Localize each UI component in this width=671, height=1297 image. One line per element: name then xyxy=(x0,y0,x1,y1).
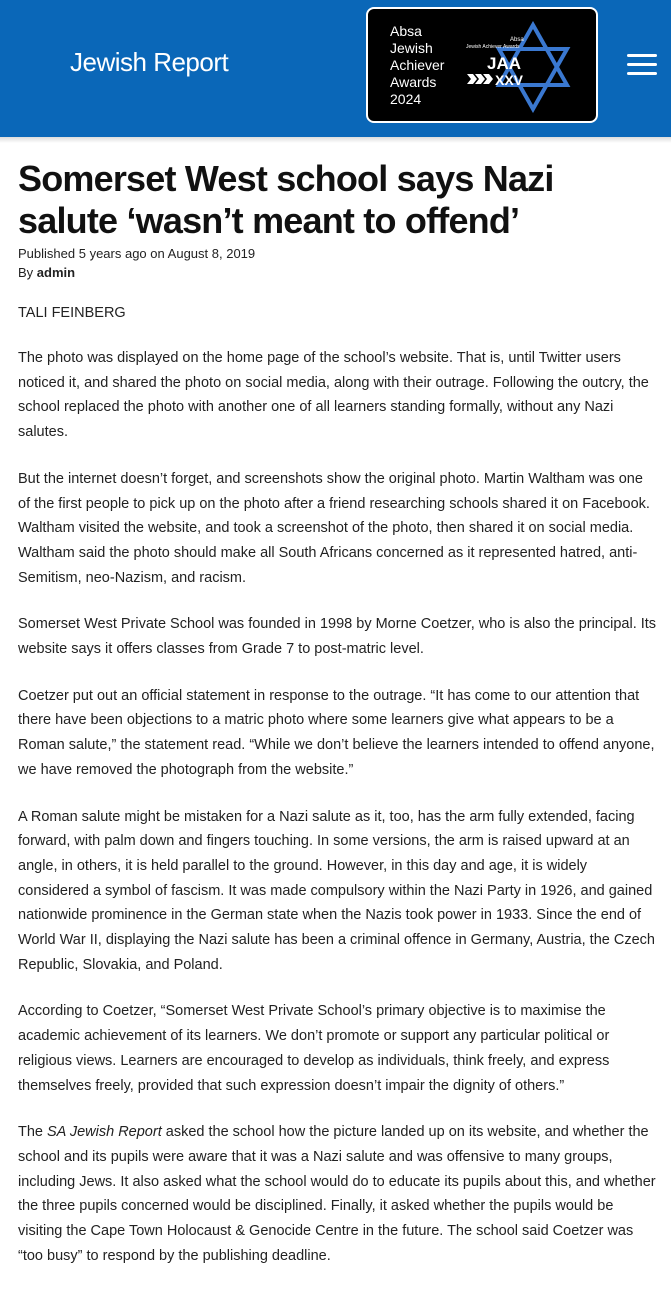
header-shadow xyxy=(0,137,671,143)
author-link[interactable]: admin xyxy=(36,265,76,280)
award-small-top: Absa xyxy=(510,37,524,43)
hamburger-menu-icon[interactable] xyxy=(627,54,657,76)
site-logo[interactable]: Jewish Report xyxy=(70,47,229,77)
published-on: on xyxy=(150,246,165,261)
article-paragraph: Coetzer put out an official statement in response to the outrage. “It has come to our attention that there have been objections to a matric photo where some learners give what appears to be a Roman salute,” the statement read. “While we don’t believe the learners intended to offend anyone, we have removed the photograph from the website.” xyxy=(18,687,655,778)
published-line xyxy=(18,244,658,263)
award-xxv: XXV xyxy=(495,72,524,88)
award-line: 2024 xyxy=(390,91,422,107)
paragraph-text: The xyxy=(18,1124,48,1141)
published-prefix: Published xyxy=(18,246,76,261)
article-paragraph: A Roman salute might be mistaken for a Nazi salute as it, too, has the arm fully extended, facing forward, with palm down and fingers touching. In some versions, the arm is raised upward at an angle, in others, it is held parallel to the ground. However, in this day and age, it is widely considered a symbol of fascism. It was made compulsory within the Nazi Party in 1926, and gained nationwide prominence in the German state when the Nazis took power in 1933. Since the end of World War II, displaying the Nazi salute has been a criminal offence in Germany, Austria, the Czech Republic, Slovakia, and Poland. xyxy=(18,808,655,973)
article xyxy=(18,158,658,1269)
award-banner[interactable] xyxy=(366,7,598,123)
article-paragraph: The photo was displayed on the home page of the school’s website. That is, until Twitter users noticed it, and shared the photo on social media, along with their outrage. Following the outcry, the school replaced the photo with another one of all learners standing formally, without any Nazi salutes. xyxy=(18,350,649,441)
article-meta xyxy=(18,244,658,282)
award-line: Awards xyxy=(390,74,437,90)
award-small-sub: Jewish Achiever Awards xyxy=(466,44,520,50)
author-line xyxy=(18,263,658,282)
article-paragraph: But the internet doesn’t forget, and screenshots show the original photo. Martin Waltham was one of the first people to pick up on the photo after a friend researching schools shared it on Facebook. Waltham visited the website, and took a screenshot of the photo, then shared it on social media. Waltham said the photo should make all South Africans concerned as it represented hatred, anti-Semitism, neo-Nazism, and racism. xyxy=(18,470,650,586)
article-byline: TALI FEINBERG xyxy=(18,305,126,321)
star-of-david-icon xyxy=(463,21,575,113)
publication-name: SA Jewish Report xyxy=(47,1124,162,1141)
award-title xyxy=(390,23,444,108)
award-line: Absa xyxy=(390,23,422,39)
published-date: August 8, 2019 xyxy=(167,246,256,261)
site-header xyxy=(0,0,671,137)
award-jaa: JAA xyxy=(487,54,522,73)
by-label: By xyxy=(18,265,34,280)
award-line: Jewish xyxy=(390,40,433,56)
published-relative: 5 years ago xyxy=(78,246,147,261)
article-paragraph: Somerset West Private School was founded in 1998 by Morne Coetzer, who is also the principal. Its website says it offers classes from Grade 7 to post-matric level. xyxy=(18,616,657,658)
award-line: Achiever xyxy=(390,57,445,73)
article-paragraph: According to Coetzer, “Somerset West Private School’s primary objective is to maximise the academic achievement of its learners. We don’t promote or support any particular political or religious views. Learners are encouraged to develop as individuals, think freely, and express themselves freely, provided that such expression doesn’t impair the dignity of others.” xyxy=(18,1003,610,1094)
paragraph-text: asked the school how the picture landed up on its website, and whether the school and its pupils were aware that it was a Nazi salute and was offensive to many groups, including Jews. It also asked what the school would do to educate its pupils about this, and whether the three pupils concerned would be disciplined. Finally, it asked whether the pupils would be visiting the Cape Town Holocaust & Genocide Centre in the future. The school said Coetzer was “too busy” to respond by the publishing deadline. xyxy=(18,1124,656,1264)
article-paragraph-last xyxy=(18,1120,658,1268)
article-title: Somerset West school says Nazi salute ‘wasn’t meant to offend’ xyxy=(18,158,554,241)
